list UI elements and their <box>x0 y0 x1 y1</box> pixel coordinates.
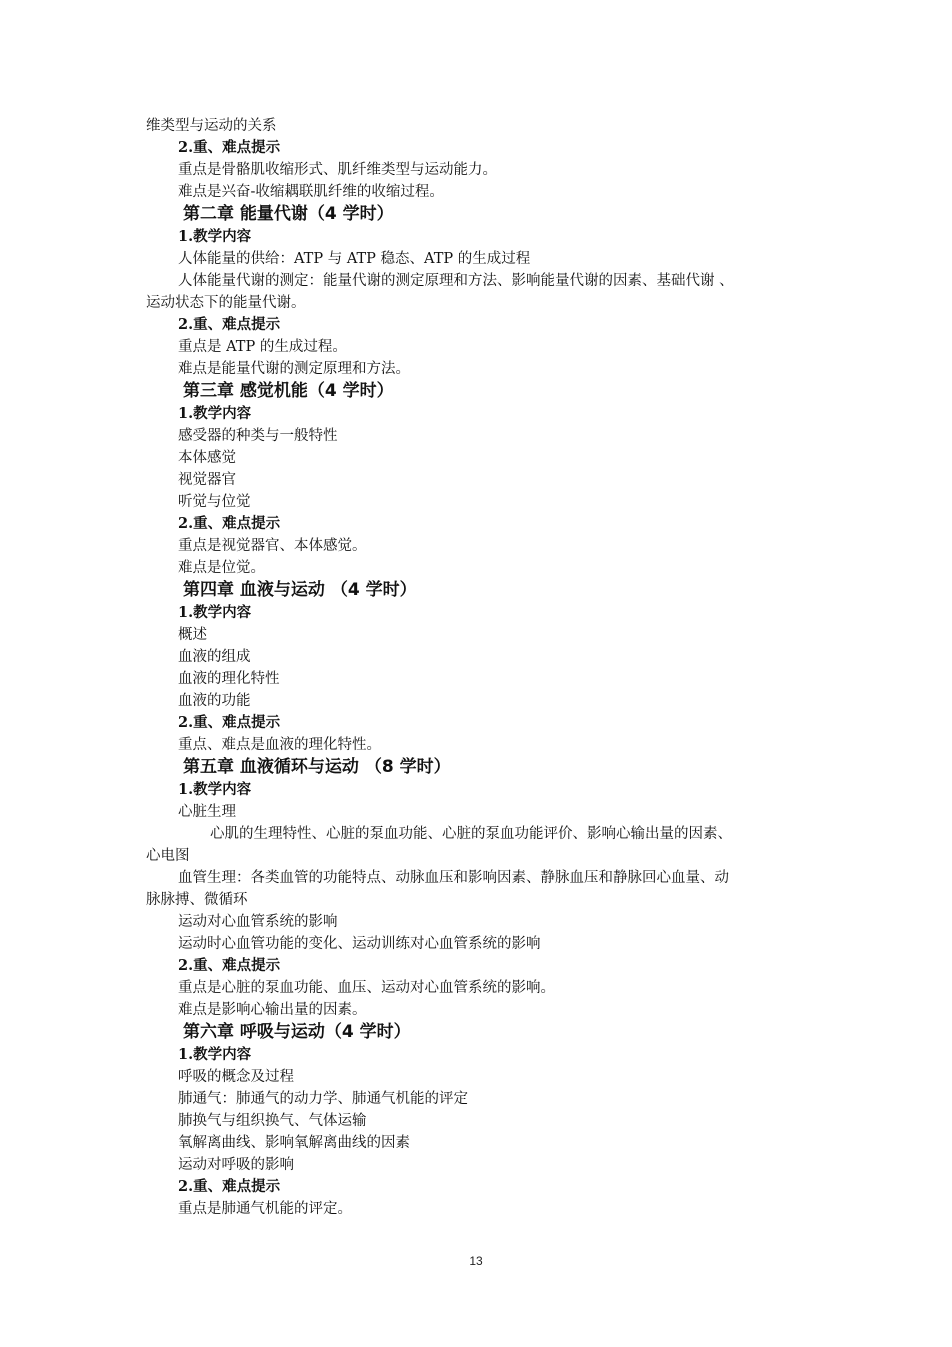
text-line: 重点是骨骼肌收缩形式、肌纤维类型与运动能力。 <box>178 162 497 178</box>
text-line: 重点是 ATP 的生成过程。 <box>178 339 347 355</box>
chapter-heading: 第三章 感觉机能（4 学时） <box>183 381 394 401</box>
text-line: 运动对心血管系统的影响 <box>178 914 338 930</box>
text-line: 心电图 <box>146 848 190 864</box>
section-heading: 1.教学内容 <box>178 228 252 245</box>
text-line: 脉脉搏、微循环 <box>146 892 248 908</box>
text-line: 肺通气：肺通气的动力学、肺通气机能的评定 <box>178 1091 468 1107</box>
text-line: 难点是兴奋-收缩耦联肌纤维的收缩过程。 <box>178 184 444 200</box>
text-line: 听觉与位觉 <box>178 494 251 510</box>
section-heading: 2.重、难点提示 <box>178 714 281 731</box>
text-line: 难点是能量代谢的测定原理和方法。 <box>178 361 410 377</box>
chapter-heading: 第五章 血液循环与运动 （8 学时） <box>183 757 451 777</box>
section-heading: 2.重、难点提示 <box>178 957 281 974</box>
text-line: 视觉器官 <box>178 472 236 488</box>
page-number: 13 <box>469 1254 483 1268</box>
text-line: 概述 <box>178 627 207 643</box>
text-line: 运动状态下的能量代谢。 <box>146 295 306 311</box>
text-line: 心脏生理 <box>178 804 236 820</box>
text-line: 血液的组成 <box>178 649 251 665</box>
text-line: 维类型与运动的关系 <box>146 118 277 134</box>
text-line: 氧解离曲线、影响氧解离曲线的因素 <box>178 1135 410 1151</box>
text-line: 重点是视觉器官、本体感觉。 <box>178 538 367 554</box>
section-heading: 2.重、难点提示 <box>178 316 281 333</box>
text-line: 肺换气与组织换气、气体运输 <box>178 1113 367 1129</box>
text-line: 心肌的生理特性、心脏的泵血功能、心脏的泵血功能评价、影响心输出量的因素、 <box>210 826 732 842</box>
chapter-heading: 第四章 血液与运动 （4 学时） <box>183 580 417 600</box>
text-line: 血管生理：各类血管的功能特点、动脉血压和影响因素、静脉血压和静脉回心血量、动 <box>178 870 729 886</box>
chapter-heading: 第六章 呼吸与运动（4 学时） <box>183 1022 411 1042</box>
chapter-heading: 第二章 能量代谢（4 学时） <box>183 204 394 224</box>
text-line: 人体能量的供给：ATP 与 ATP 稳态、ATP 的生成过程 <box>178 251 531 267</box>
text-line: 重点是心脏的泵血功能、血压、运动对心血管系统的影响。 <box>178 980 555 996</box>
text-line: 血液的理化特性 <box>178 671 280 687</box>
section-heading: 2.重、难点提示 <box>178 515 281 532</box>
text-line: 重点、难点是血液的理化特性。 <box>178 737 381 753</box>
section-heading: 2.重、难点提示 <box>178 1178 281 1195</box>
text-line: 难点是位觉。 <box>178 560 265 576</box>
text-line: 血液的功能 <box>178 693 251 709</box>
section-heading: 2.重、难点提示 <box>178 139 281 156</box>
section-heading: 1.教学内容 <box>178 1046 252 1063</box>
text-line: 呼吸的概念及过程 <box>178 1069 294 1085</box>
text-line: 重点是肺通气机能的评定。 <box>178 1201 352 1217</box>
text-line: 运动对呼吸的影响 <box>178 1157 294 1173</box>
text-line: 人体能量代谢的测定：能量代谢的测定原理和方法、影响能量代谢的因素、基础代谢 、 <box>178 273 734 289</box>
section-heading: 1.教学内容 <box>178 604 252 621</box>
section-heading: 1.教学内容 <box>178 405 252 422</box>
page-body <box>146 115 816 1220</box>
text-line: 难点是影响心输出量的因素。 <box>178 1002 367 1018</box>
text-line: 运动时心血管功能的变化、运动训练对心血管系统的影响 <box>178 936 541 952</box>
text-line: 本体感觉 <box>178 450 236 466</box>
text-line: 感受器的种类与一般特性 <box>178 428 338 444</box>
section-heading: 1.教学内容 <box>178 781 252 798</box>
